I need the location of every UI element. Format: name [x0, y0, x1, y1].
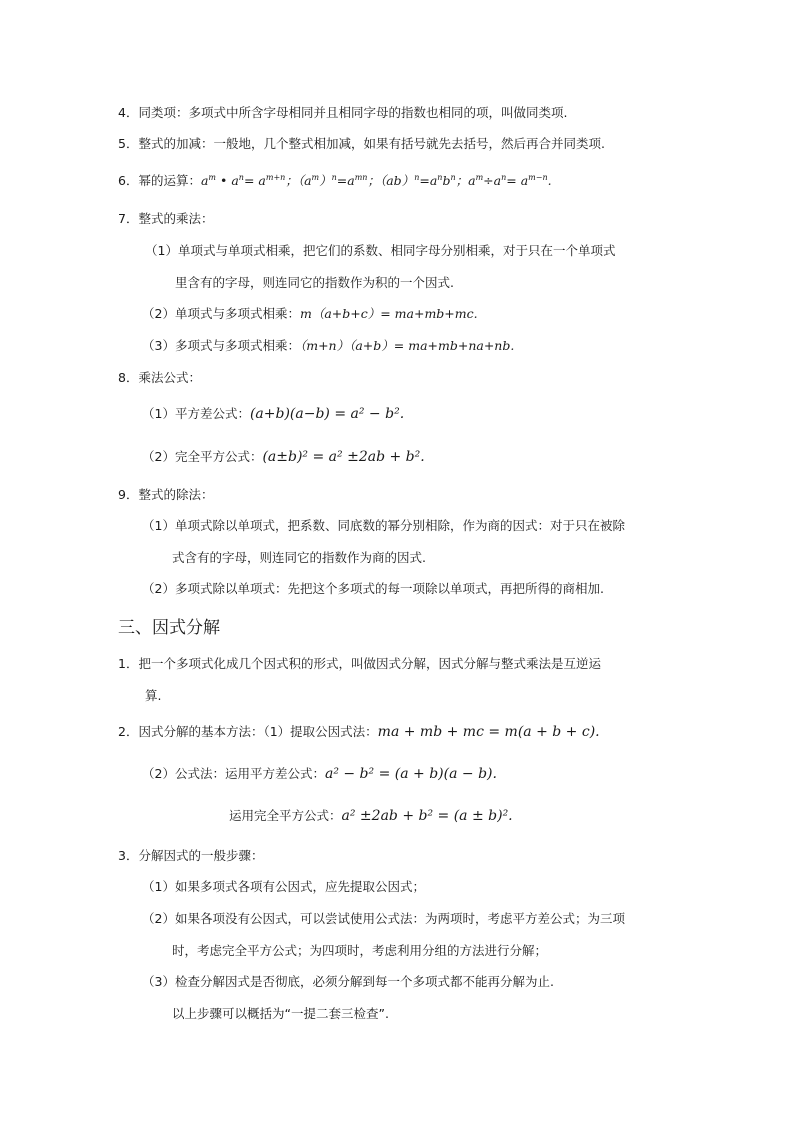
line-formula-method	[142, 765, 497, 783]
formula-mono-poly: m（a+b+c）= ma+mb+mc.	[299, 306, 478, 321]
formula-poly-poly: （m+n）（a+b）= ma+mb+na+nb.	[299, 338, 515, 353]
section-heading-factorization: 三、因式分解	[118, 618, 220, 638]
line-power-rules	[118, 172, 552, 190]
formula-common-factor: ma + mb + mc = m(a + b + c).	[377, 724, 600, 740]
line-poly-poly	[142, 337, 514, 355]
line-step-2-b: 时，考虑完全平方公式；为四项时，考虑利用分组的方法进行分解；	[172, 943, 548, 958]
line-step-2-a: （2）如果各项没有公因式，可以尝试使用公式法：为两项时，考虑平方差公式；为三项	[142, 911, 625, 926]
line-mono-poly	[142, 305, 478, 323]
formula-factor-diff-squares: a² − b² = (a + b)(a − b).	[324, 766, 497, 782]
line-division: 9．整式的除法：	[118, 487, 214, 502]
line-steps-summary: 以上步骤可以概括为“一提二套三检查”.	[172, 1006, 389, 1021]
line-mult-formulas: 8．乘法公式：	[118, 370, 201, 385]
line-multiplication: 7．整式的乘法：	[118, 211, 214, 226]
line-add-subtract: 5．整式的加减：一般地，几个整式相加减，如果有括号就先去括号，然后再合并同类项.	[118, 136, 605, 151]
formula-full-square: (a±b)² = a² ±2ab + b².	[262, 449, 425, 465]
formula-factor-full-square: a² ±2ab + b² = (a ± b)².	[341, 808, 513, 824]
line-power-rules-label: 6．幂的运算：	[118, 173, 201, 188]
line-basic-methods-label: 2．因式分解的基本方法：（1）提取公因式法：	[118, 724, 378, 739]
line-formula-method-label: （2）公式法：运用平方差公式：	[142, 766, 325, 781]
line-full-square-label: （2）完全平方公式：	[142, 449, 263, 464]
line-full-square-method	[229, 807, 513, 825]
line-diff-squares	[142, 405, 404, 423]
line-full-square	[142, 448, 425, 466]
line-step-1: （1）如果多项式各项有公因式，应先提取公因式；	[142, 879, 425, 894]
line-basic-methods	[118, 723, 600, 741]
line-mono-div-2: 式含有的字母，则连同它的指数作为商的因式.	[172, 550, 426, 565]
line-poly-poly-label: （3）多项式与多项式相乘：	[142, 338, 300, 353]
power-rule-formulas: $a^m$ • $a^n= a^{m+n}$；$(a^m)^n=a^{mn}$；$(ab)^n=a^nb^n$；$a^m\div a^n= a^{m-n}$.	[200, 172, 552, 188]
line-full-square-method-label: 运用完全平方公式：	[229, 808, 342, 823]
line-factorization-def-2: 算.	[145, 688, 162, 703]
line-step-3: （3）检查分解因式是否彻底，必须分解到每一个多项式都不能再分解为止.	[142, 974, 554, 989]
line-mono-mono-1: （1）单项式与单项式相乘，把它们的系数、相同字母分别相乘，对于只在一个单项式	[145, 243, 616, 258]
line-general-steps: 3．分解因式的一般步骤：	[118, 848, 264, 863]
line-mono-poly-label: （2）单项式与多项式相乘：	[142, 306, 300, 321]
line-factorization-def-1: 1．把一个多项式化成几个因式积的形式，叫做因式分解，因式分解与整式乘法是互逆运	[118, 656, 601, 671]
line-mono-div-1: （1）单项式除以单项式，把系数、同底数的幂分别相除，作为商的因式：对于只在被除	[142, 518, 625, 533]
line-diff-squares-label: （1）平方差公式：	[142, 406, 250, 421]
formula-diff-squares: (a+b)(a−b) = a² − b².	[249, 406, 405, 422]
line-mono-mono-2: 里含有的字母，则连同它的指数作为积的一个因式.	[175, 275, 454, 290]
line-poly-div: （2）多项式除以单项式：先把这个多项式的每一项除以单项式，再把所得的商相加.	[142, 581, 604, 596]
line-like-terms: 4．同类项：多项式中所含字母相同并且相同字母的指数也相同的项，叫做同类项.	[118, 105, 568, 120]
